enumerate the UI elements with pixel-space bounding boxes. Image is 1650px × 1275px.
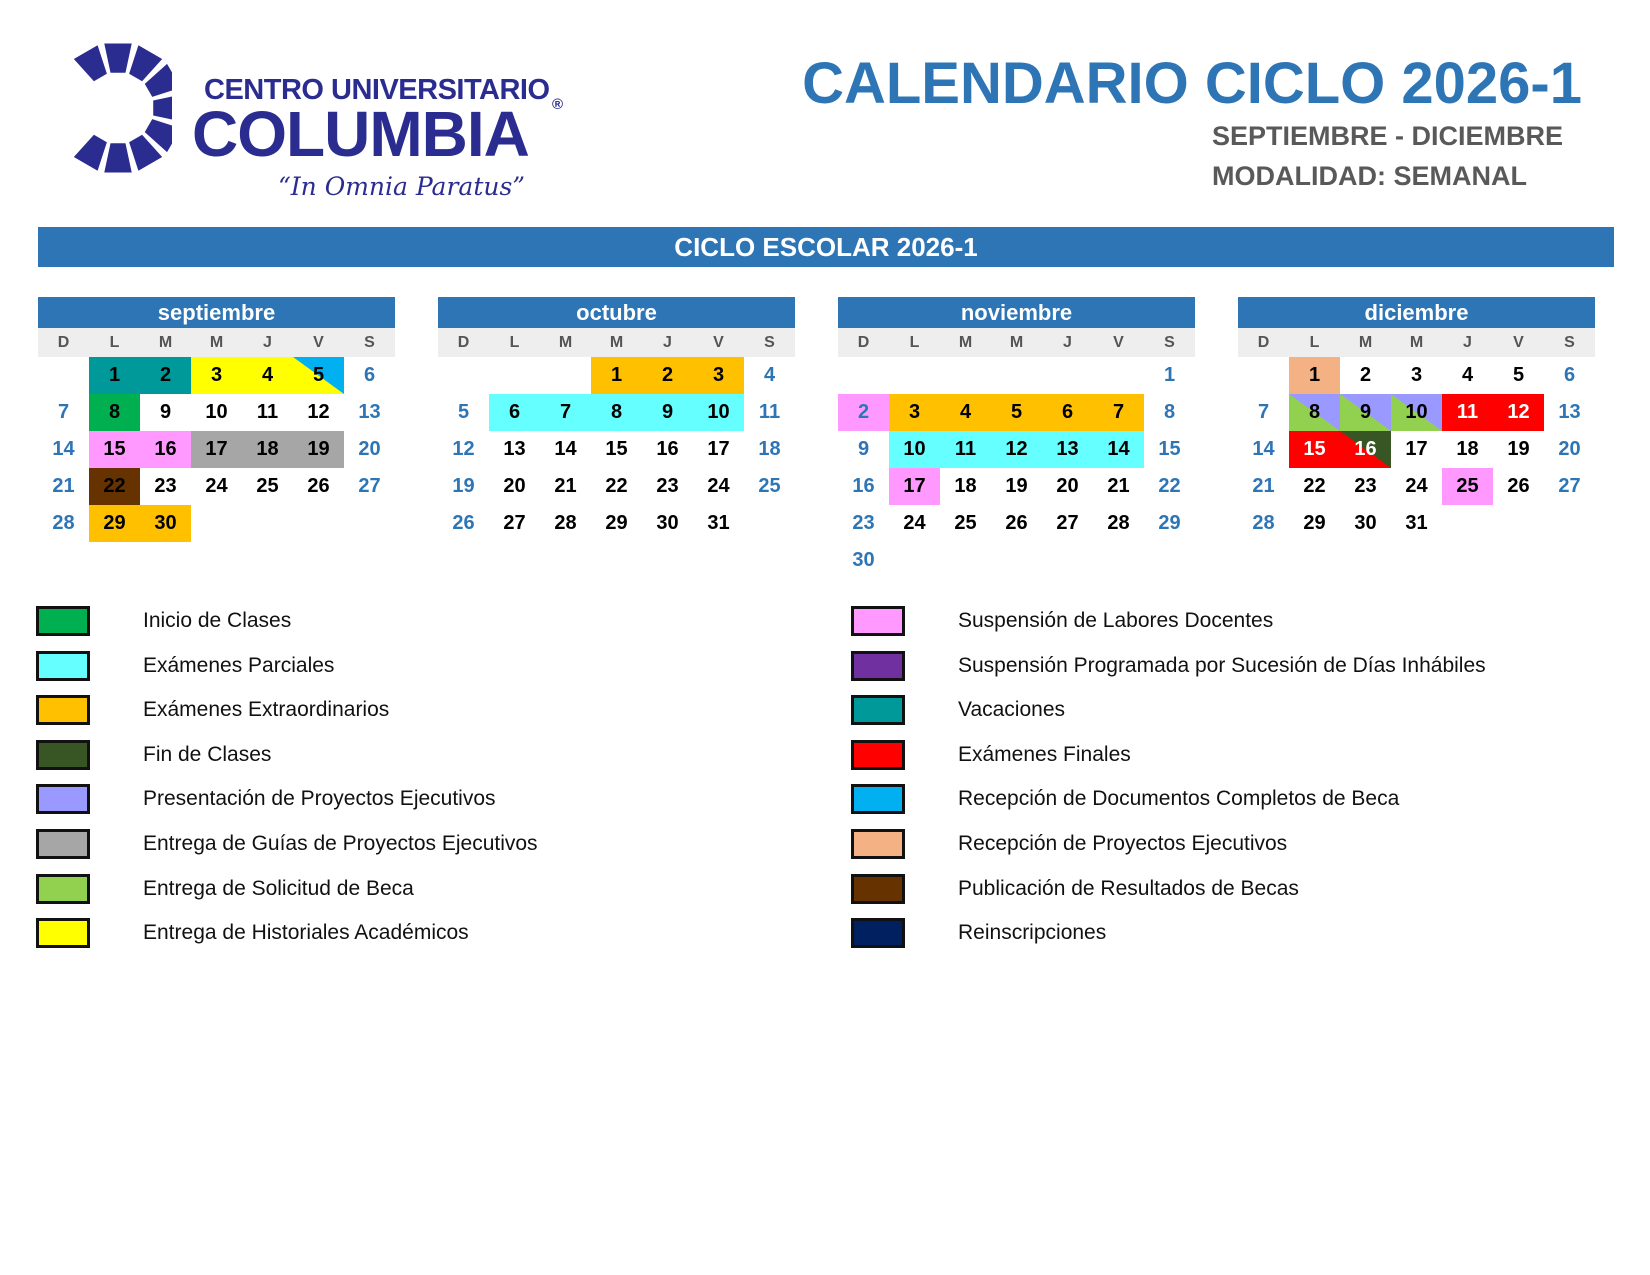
weekday-label: S (1564, 334, 1575, 351)
day-cell: 17 (707, 438, 730, 460)
day-cell: 3 (1410, 364, 1423, 386)
empty-cell (1093, 357, 1144, 394)
weekday-label: V (1513, 334, 1524, 351)
day-cell: 15 (89, 431, 140, 468)
day-cell: 19 (1005, 475, 1028, 497)
legend-swatch (36, 695, 90, 725)
day-cell: 4 (763, 364, 776, 386)
day-cell: 2 (140, 357, 191, 394)
empty-cell (438, 357, 489, 394)
legend-label: Suspensión de Labores Docentes (958, 609, 1274, 632)
day-grid (38, 357, 395, 542)
day-cell: 16 (1340, 431, 1391, 468)
day-cell: 29 (89, 505, 140, 542)
day-cell: 1 (1163, 364, 1176, 386)
day-cell: 20 (1558, 438, 1581, 460)
mode-subtitle: MODALIDAD: SEMANAL (1212, 161, 1527, 191)
weekday-label: M (558, 334, 573, 351)
day-cell: 4 (1461, 364, 1474, 386)
day-cell: 11 (1442, 394, 1493, 431)
legend-swatch (36, 829, 90, 859)
weekday-label: L (1309, 334, 1320, 351)
day-cell: 29 (605, 512, 628, 534)
weekday-label: M (1009, 334, 1024, 351)
weekday-label: V (713, 334, 724, 351)
day-cell: 5 (991, 394, 1042, 431)
weekday-header (1238, 328, 1595, 357)
legend-swatch (851, 606, 905, 636)
day-cell: 5 (293, 357, 344, 394)
legend-swatch (851, 695, 905, 725)
logo-line1: CENTRO UNIVERSITARIO (204, 74, 550, 106)
day-cell: 21 (1252, 475, 1275, 497)
day-cell: 18 (1456, 438, 1479, 460)
legend-swatch (36, 740, 90, 770)
legend-label: Inicio de Clases (143, 609, 292, 632)
day-cell: 25 (256, 475, 279, 497)
day-cell: 25 (1442, 468, 1493, 505)
day-cell: 17 (889, 468, 940, 505)
day-cell: 16 (656, 438, 679, 460)
day-cell: 6 (1042, 394, 1093, 431)
day-cell: 4 (242, 357, 293, 394)
day-cell: 1 (89, 357, 140, 394)
day-cell: 27 (358, 475, 381, 497)
day-cell: 18 (954, 475, 977, 497)
legend-swatch (851, 829, 905, 859)
day-cell: 11 (256, 401, 279, 423)
logo-motto: “In Omnia Paratus” (278, 172, 526, 201)
month-title: diciembre (1238, 297, 1595, 328)
legend-label: Entrega de Solicitud de Beca (143, 876, 414, 900)
day-cell: 13 (1558, 401, 1581, 423)
day-cell: 30 (852, 549, 875, 571)
legend-swatch (851, 740, 905, 770)
month-noviembre (838, 297, 1195, 579)
legend-label: Exámenes Parciales (143, 653, 335, 677)
day-cell: 28 (1252, 512, 1275, 534)
weekday-label: L (909, 334, 920, 351)
day-cell: 12 (1493, 394, 1544, 431)
day-cell: 1 (1289, 357, 1340, 394)
legend-label: Publicación de Resultados de Becas (958, 876, 1299, 900)
day-cell: 31 (707, 512, 730, 534)
day-cell: 29 (1303, 512, 1326, 534)
day-cell: 23 (852, 512, 875, 534)
legend-label: Vacaciones (958, 698, 1066, 722)
day-cell: 24 (205, 475, 228, 497)
day-cell: 12 (307, 401, 330, 423)
legend-label: Entrega de Guías de Proyectos Ejecutivos (143, 832, 538, 855)
day-cell: 12 (452, 438, 475, 460)
day-cell: 10 (1391, 394, 1442, 431)
day-cell: 2 (642, 357, 693, 394)
legend-swatch (36, 784, 90, 814)
day-cell: 19 (293, 431, 344, 468)
day-cell: 16 (140, 431, 191, 468)
weekday-label: V (313, 334, 324, 351)
legend-label: Suspensión Programada por Sucesión de Días Inhábiles (958, 653, 1486, 677)
day-cell: 8 (591, 394, 642, 431)
day-cell: 26 (307, 475, 330, 497)
day-cell: 8 (1289, 394, 1340, 431)
day-cell: 21 (1107, 475, 1130, 497)
month-octubre (438, 297, 795, 542)
day-cell: 15 (1158, 438, 1181, 460)
legend-swatch (851, 651, 905, 681)
weekday-label: J (1063, 334, 1072, 351)
day-cell: 14 (554, 438, 577, 460)
day-cell: 18 (758, 438, 781, 460)
weekday-label: V (1113, 334, 1124, 351)
day-cell: 17 (1405, 438, 1428, 460)
day-cell: 6 (363, 364, 376, 386)
day-cell: 11 (940, 431, 991, 468)
day-cell: 4 (940, 394, 991, 431)
month-title: noviembre (838, 297, 1195, 328)
day-cell: 30 (656, 512, 679, 534)
month-title: octubre (438, 297, 795, 328)
day-cell: 7 (57, 401, 70, 423)
day-cell: 16 (852, 475, 875, 497)
legend-swatch (36, 651, 90, 681)
day-cell: 14 (52, 438, 75, 460)
day-cell: 6 (489, 394, 540, 431)
day-cell: 22 (1303, 475, 1326, 497)
day-cell: 9 (159, 401, 172, 423)
day-cell: 10 (693, 394, 744, 431)
day-cell: 26 (1005, 512, 1028, 534)
day-grid (838, 357, 1195, 579)
weekday-label: D (457, 334, 470, 351)
weekday-header (838, 328, 1195, 357)
weekday-label: S (364, 334, 375, 351)
day-cell: 23 (1354, 475, 1377, 497)
empty-cell (38, 357, 89, 394)
day-cell: 22 (89, 468, 140, 505)
day-cell: 7 (1093, 394, 1144, 431)
empty-cell (940, 357, 991, 394)
weekday-label: J (663, 334, 672, 351)
logo (52, 38, 612, 208)
day-cell: 8 (89, 394, 140, 431)
day-cell: 9 (857, 438, 870, 460)
day-cell: 28 (554, 512, 577, 534)
weekday-label: M (1358, 334, 1373, 351)
legend-swatch (36, 874, 90, 904)
legend-label: Reinscripciones (958, 921, 1107, 945)
legend-swatch (851, 918, 905, 948)
day-cell: 3 (889, 394, 940, 431)
empty-cell (991, 357, 1042, 394)
legend-swatch (36, 606, 90, 636)
day-cell: 15 (1289, 431, 1340, 468)
weekday-label: L (509, 334, 520, 351)
day-cell: 10 (889, 431, 940, 468)
weekday-label: D (57, 334, 70, 351)
day-cell: 21 (52, 475, 75, 497)
day-cell: 28 (52, 512, 75, 534)
legend-swatch (851, 874, 905, 904)
weekday-label: S (1164, 334, 1175, 351)
weekday-label: M (958, 334, 973, 351)
legend-label: Fin de Clases (143, 742, 272, 766)
day-cell: 5 (457, 401, 470, 423)
weekday-label: L (109, 334, 120, 351)
month-title: septiembre (38, 297, 395, 328)
empty-cell (540, 357, 591, 394)
day-cell: 28 (1107, 512, 1130, 534)
day-cell: 22 (1158, 475, 1181, 497)
day-cell: 23 (656, 475, 679, 497)
weekday-label: M (209, 334, 224, 351)
day-cell: 27 (503, 512, 526, 534)
period-subtitle: SEPTIEMBRE - DICIEMBRE (1212, 121, 1564, 151)
day-cell: 22 (605, 475, 628, 497)
day-cell: 11 (758, 401, 781, 423)
empty-cell (889, 357, 940, 394)
day-grid (438, 357, 795, 542)
legend-label: Exámenes Extraordinarios (143, 698, 390, 722)
day-cell: 7 (540, 394, 591, 431)
day-cell: 14 (1093, 431, 1144, 468)
day-cell: 2 (1359, 364, 1372, 386)
day-cell: 18 (242, 431, 293, 468)
weekday-label: D (857, 334, 870, 351)
day-cell: 13 (503, 438, 526, 460)
weekday-label: M (609, 334, 624, 351)
day-cell: 13 (358, 401, 381, 423)
day-cell: 26 (452, 512, 475, 534)
day-cell: 30 (140, 505, 191, 542)
day-cell: 25 (758, 475, 781, 497)
day-cell: 8 (1163, 401, 1176, 423)
day-cell: 25 (954, 512, 977, 534)
page-title: CALENDARIO CICLO 2026-1 (802, 51, 1582, 116)
day-cell: 24 (903, 512, 926, 534)
empty-cell (489, 357, 540, 394)
month-diciembre (1238, 297, 1595, 542)
day-cell: 31 (1405, 512, 1428, 534)
day-cell: 12 (991, 431, 1042, 468)
day-cell: 27 (1056, 512, 1079, 534)
day-cell: 3 (693, 357, 744, 394)
registered-mark: ® (552, 96, 564, 113)
weekday-label: M (1409, 334, 1424, 351)
day-cell: 6 (1563, 364, 1576, 386)
day-cell: 17 (191, 431, 242, 468)
day-cell: 7 (1257, 401, 1270, 423)
month-septiembre (38, 297, 395, 542)
day-cell: 29 (1158, 512, 1181, 534)
weekday-label: J (1463, 334, 1472, 351)
day-cell: 26 (1507, 475, 1530, 497)
day-cell: 2 (838, 394, 889, 431)
weekday-label: S (764, 334, 775, 351)
day-cell: 24 (707, 475, 730, 497)
legend-swatch (851, 784, 905, 814)
day-cell: 19 (452, 475, 475, 497)
legend-swatch (36, 918, 90, 948)
empty-cell (838, 357, 889, 394)
day-cell: 24 (1405, 475, 1428, 497)
legend-label: Recepción de Documentos Completos de Beca (958, 787, 1400, 811)
day-cell: 15 (605, 438, 628, 460)
legend-label: Recepción de Proyectos Ejecutivos (958, 832, 1288, 855)
logo-line2: COLUMBIA (192, 98, 529, 170)
legend-label: Exámenes Finales (958, 742, 1131, 766)
empty-cell (1042, 357, 1093, 394)
day-cell: 14 (1252, 438, 1275, 460)
day-cell: 10 (205, 401, 228, 423)
day-grid (1238, 357, 1595, 542)
day-cell: 20 (1056, 475, 1079, 497)
day-cell: 23 (154, 475, 177, 497)
weekday-label: J (263, 334, 272, 351)
legend-label: Presentación de Proyectos Ejecutivos (143, 787, 496, 811)
day-cell: 20 (503, 475, 526, 497)
weekday-label: D (1257, 334, 1270, 351)
day-cell: 19 (1507, 438, 1530, 460)
day-cell: 30 (1354, 512, 1377, 534)
day-cell: 20 (358, 438, 381, 460)
weekday-label: M (158, 334, 173, 351)
weekday-header (438, 328, 795, 357)
weekday-header (38, 328, 395, 357)
day-cell: 9 (642, 394, 693, 431)
day-cell: 1 (591, 357, 642, 394)
cycle-banner: CICLO ESCOLAR 2026-1 (38, 227, 1614, 267)
empty-cell (1238, 357, 1289, 394)
day-cell: 9 (1340, 394, 1391, 431)
day-cell: 3 (191, 357, 242, 394)
day-cell: 5 (1512, 364, 1525, 386)
legend-label: Entrega de Historiales Académicos (143, 921, 469, 945)
day-cell: 21 (554, 475, 577, 497)
columbia-c-logo-icon (52, 38, 172, 178)
day-cell: 27 (1558, 475, 1581, 497)
day-cell: 13 (1042, 431, 1093, 468)
